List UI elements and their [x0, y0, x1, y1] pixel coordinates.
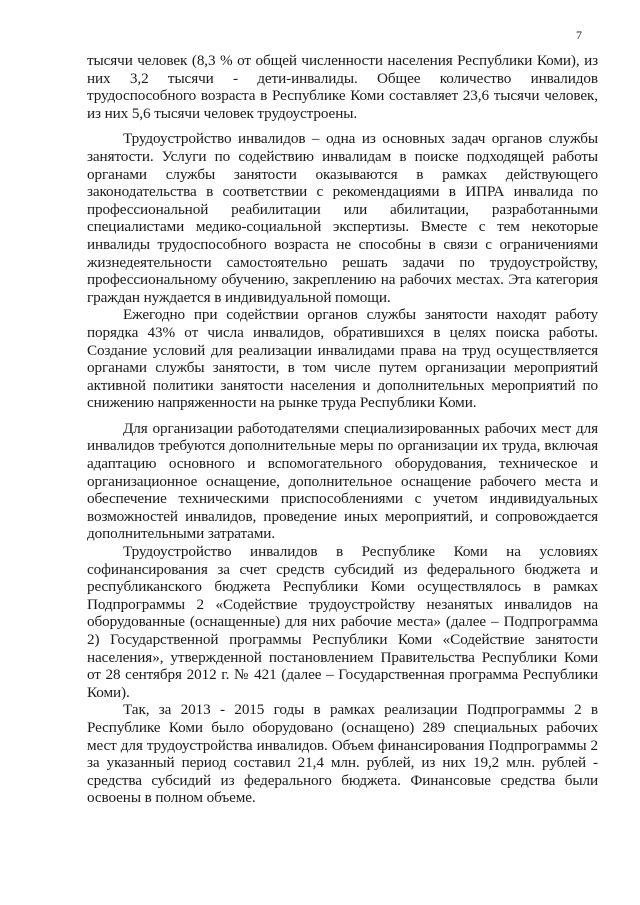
page-number: 7 [576, 28, 582, 42]
paragraph-cofinancing: Трудоустройство инвалидов в Республике Коми на условиях софинансирования за счет средств субсидий из федерального бюджета и республиканского бюджета Республики Коми осуществлялось в рамках Подпрограммы 2 «Содействие трудоустройству незанятых инвалидов на оборудованные (оснащенные) для них рабочие места» (далее – Подпрограмма 2) Государственной программы Республики Коми «Содействие занятости населения», утвержденной постановлением Правительства Республики Коми от 28 сентября 2012 г. № 421 (далее – Государственная программа Республики Коми). [87, 543, 598, 701]
paragraph-annual-placement: Ежегодно при содействии органов службы занятости находят работу порядка 43% от числа инвалидов, обратившихся в целях поиска работы. Создание условий для реализации инвалидами права на труд осуществляется органами службы занятости, в том числе путем организации мероприятий активной политики занятости населения и дополнительных мероприятий по снижению напряженности на рынке труда Республики Коми. [87, 306, 598, 412]
paragraph-employment-services: Трудоустройство инвалидов – одна из основных задач органов службы занятости. Услуги по содействию инвалидам в поиске подходящей работы органами службы занятости оказываются в рамках действующего законодательства в соответствии с рекомендациями в ИПРА инвалида по профессиональной реабилитации или абилитации, разработанными специалистами медико-социальной экспертизы. Вместе с тем некоторые инвалиды трудоспособного возраста не способны в связи с ограничениями жизнедеятельности самостоятельно решать задачи по трудоустройству, профессиональному обучению, закреплению на рабочих местах. Эта категория граждан нуждается в индивидуальной помощи. [87, 130, 598, 306]
paragraph-specialized-workplaces: Для организации работодателями специализированных рабочих мест для инвалидов требуются дополнительные меры по организации их труда, включая адаптацию основного и вспомогательного оборудования, техническое и организационное оснащение, дополнительное оснащение рабочего места и обеспечение техническими приспособлениями с учетом индивидуальных возможностей инвалидов, проведение иных мероприятий, и сопровождается дополнительными затратами. [87, 419, 598, 543]
paragraph-results-2013-2015: Так, за 2013 - 2015 годы в рамках реализации Подпрограммы 2 в Республике Коми было оборудовано (оснащено) 289 специальных рабочих мест для трудоустройства инвалидов. Объем финансирования Подпрограммы 2 за указанный период составил 21,4 млн. рублей, из них 19,2 млн. рублей - средства субсидий из федерального бюджета. Финансовые средства были освоены в полном объеме. [87, 701, 598, 807]
paragraph-population-stats: тысячи человек (8,3 % от общей численности населения Республики Коми), из них 3,2 тысячи - дети-инвалиды. Общее количество инвалидов трудоспособного возраста в Республике Коми составляет 23,6 тысячи человек, из них 5,6 тысячи человек трудоустроены. [87, 52, 598, 122]
